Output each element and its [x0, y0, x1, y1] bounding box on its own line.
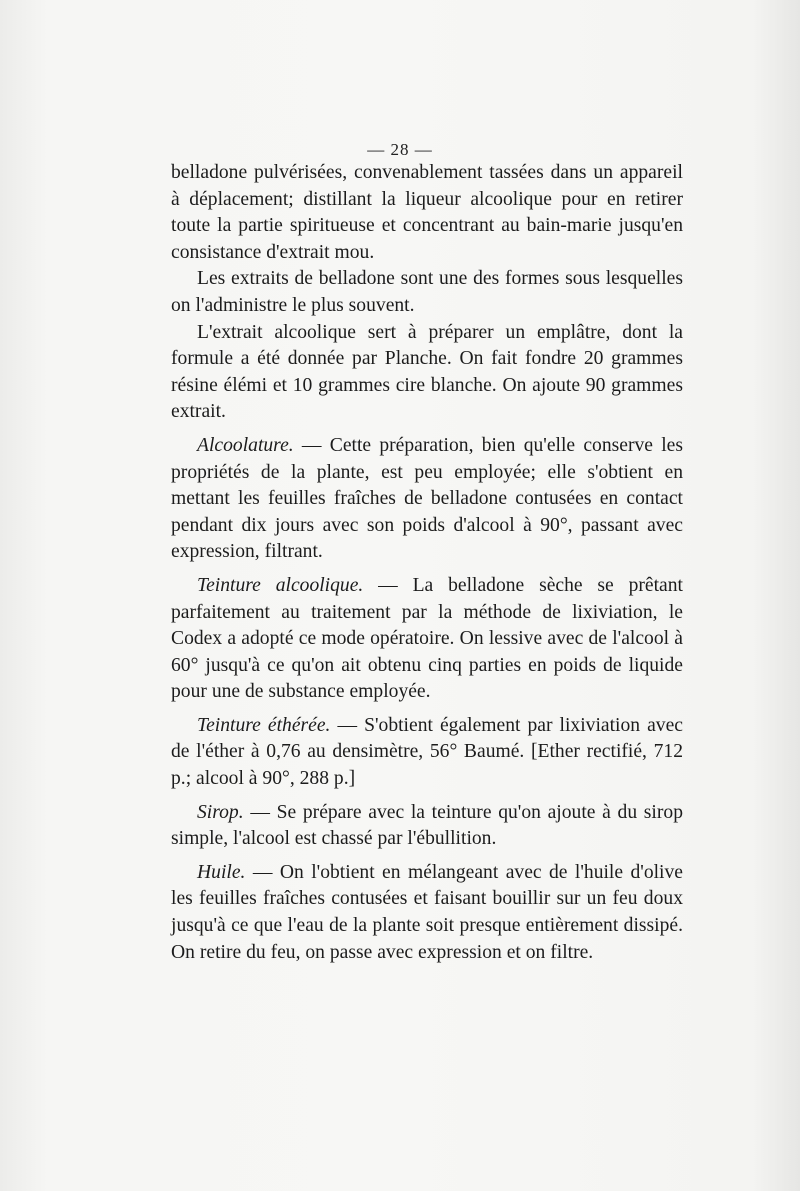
paragraph-label: Teinture éthérée. [197, 714, 331, 736]
paragraph-text: — S'obtient également par lixiviation avec de l'éther à 0,76 au densimètre, 56° Baumé. [Ether rectifié, 712 p.; alcool à 90°, 288 p.] [171, 714, 683, 790]
body-text [171, 160, 683, 966]
paragraph-text: Les extraits de belladone sont une des formes sous lesquelles on l'administre le plus souvent. [171, 268, 683, 316]
paragraph-extracts [171, 266, 683, 319]
paragraph-text: — Se prépare avec la teinture qu'on ajoute à du sirop simple, l'alcool est chassé par l'ébullition. [171, 801, 683, 850]
paragraph-text: — La belladone sèche se prêtant parfaitement au traitement par la méthode de lixiviation, le Codex a adopté ce mode opératoire. On lessive avec de l'alcool à 60° jusqu'à ce qu'on ait obtenu cinq parties en poids de liquide pour une de substance employée. [171, 574, 683, 703]
page-number: — 28 — [367, 140, 433, 159]
paragraph-huile [171, 860, 683, 966]
paragraph-text: — Cette préparation, bien qu'elle conserve les propriétés de la plante, est peu employée; elle s'obtient en mettant les feuilles fraîches de belladone contusées en contact pendant dix jours avec son poids d'alcool à 90°, passant avec expression, filtrant. [171, 434, 683, 563]
paragraph-sirop [171, 800, 683, 853]
paragraph-label: Teinture alcoolique. [197, 574, 364, 596]
paragraph-text: L'extrait alcoolique sert à préparer un emplâtre, dont la formule a été donnée par Planche. On fait fondre 20 grammes résine élémi et 10 grammes cire blanche. On ajoute 90 grammes extrait. [171, 321, 683, 423]
paragraph-text: — On l'obtient en mélangeant avec de l'huile d'olive les feuilles fraîches contusées et faisant bouillir sur un feu doux jusqu'à ce que l'eau de la plante soit presque entièrement dissipé. On retire du feu, on passe avec expression et on filtre. [171, 861, 683, 963]
paragraph-teinture-etheree [171, 713, 683, 793]
paragraph-teinture-alcoolique [171, 573, 683, 706]
paragraph-label: Alcoolature. [197, 434, 294, 456]
paragraph-label: Huile. [197, 861, 246, 883]
paragraph-extract-preparation [171, 160, 683, 266]
paragraph-label: Sirop. [197, 801, 244, 823]
paragraph-alcoolature [171, 433, 683, 566]
paragraph-text: belladone pulvérisées, convenablement tassées dans un appareil à déplacement; distillant la liqueur alcoolique pour en retirer toute la partie spiritueuse et concentrant au bain-marie jusqu'en consistance d'extrait mou. [171, 162, 683, 263]
paragraph-plaster [171, 320, 683, 426]
